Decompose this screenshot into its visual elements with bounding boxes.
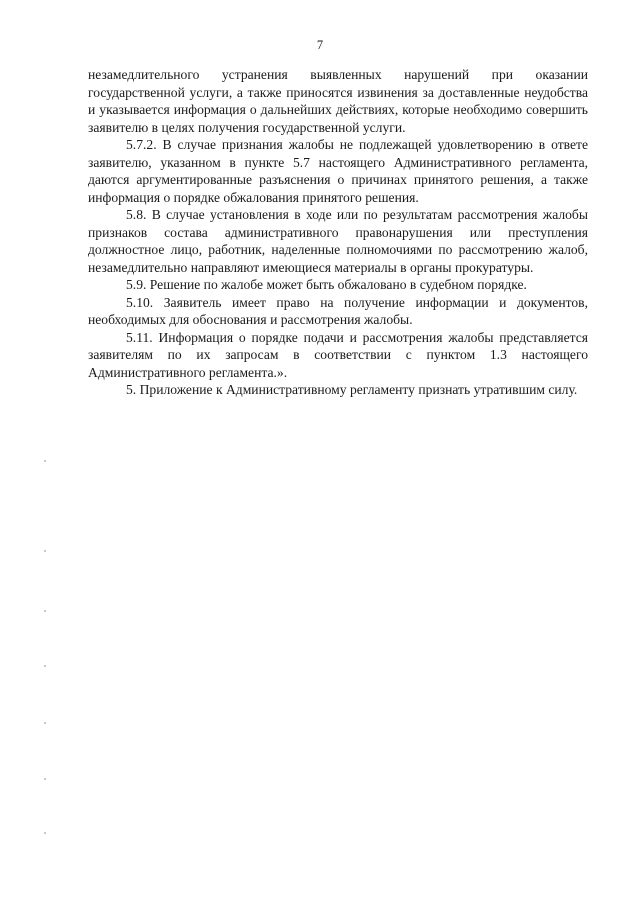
document-text <box>88 66 588 399</box>
paragraph-5-11: 5.11. Информация о порядке подачи и рассмотрения жалобы представляется заявителям по их запросам в соответствии с пунктом 1.3 настоящего Административного регламента.». <box>88 329 588 380</box>
page-number: 7 <box>316 38 324 52</box>
paragraph-5-appendix: 5. Приложение к Административному регламенту признать утратившим силу. <box>126 382 578 397</box>
paragraph-5-7-2: 5.7.2. В случае признания жалобы не подлежащей удовлетворению в ответе заявителю, указанном в пункте 5.7 настоящего Административного регламента, даются аргументированные разъяснения о причинах принятого решения, а также информация о порядке обжалования принятого решения. <box>88 137 588 205</box>
paragraph-5-8: 5.8. В случае установления в ходе или по результатам рассмотрения жалобы признаков состава административного правонарушения или преступления должностное лицо, работник, наделенные полномочиями по рассмотрению жалоб, незамедлительно направляют имеющиеся материалы в органы прокуратуры. <box>88 207 588 275</box>
paragraph-continuation: незамедлительного устранения выявленных нарушений при оказании государственной услуги, а также приносятся извинения за доставленные неудобства и указывается информация о дальнейших действиях, которые необходимо совершить заявителю в целях получения государственной услуги. <box>88 67 588 135</box>
paragraph-5-10: 5.10. Заявитель имеет право на получение информации и документов, необходимых для обоснования и рассмотрения жалобы. <box>88 294 588 327</box>
paragraph-5-9: 5.9. Решение по жалобе может быть обжаловано в судебном порядке. <box>126 277 527 292</box>
scan-artifacts <box>44 460 48 860</box>
